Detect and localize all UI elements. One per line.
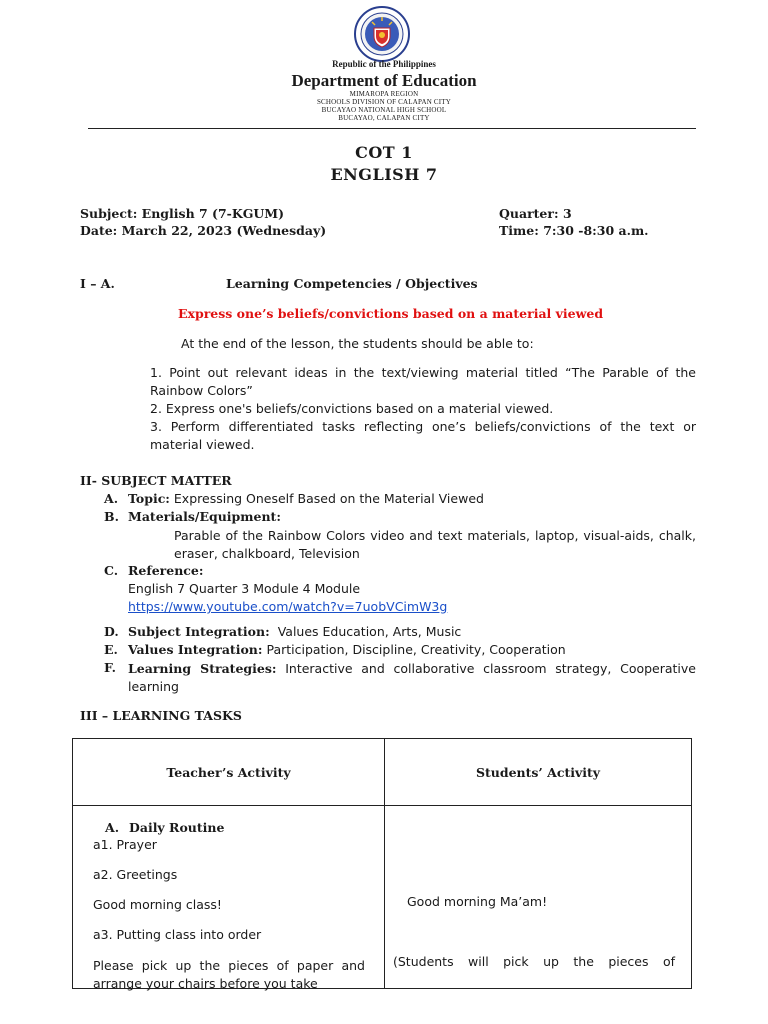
topic-label: Topic: bbox=[128, 491, 170, 506]
republic-line: Republic of the Philippines bbox=[332, 59, 436, 69]
topic-value: Expressing Oneself Based on the Material Viewed bbox=[173, 491, 484, 506]
title-line-2: ENGLISH 7 bbox=[330, 165, 438, 184]
teacher-activity-cell bbox=[73, 806, 385, 989]
objectives-intro: At the end of the lesson, the students should be able to: bbox=[181, 336, 534, 351]
reference-value: English 7 Quarter 3 Module 4 Module bbox=[128, 581, 361, 596]
teacher-activity-header: Teacher’s Activity bbox=[73, 739, 385, 806]
objective-3: 3. Perform differentiated tasks reflecting one’s beliefs/convictions of the text or material viewed. bbox=[150, 419, 696, 452]
pick-up-instruction: Please pick up the pieces of paper and arrange your chairs before you take bbox=[93, 958, 365, 991]
integration-row bbox=[128, 624, 461, 639]
date-info: Date: March 22, 2023 (Wednesday) bbox=[80, 223, 327, 238]
item-letter-d: D. bbox=[104, 624, 119, 639]
students-activity-cell bbox=[385, 806, 692, 989]
objective-2: 2. Express one's beliefs/convictions based on a material viewed. bbox=[150, 401, 554, 416]
title-line-1: COT 1 bbox=[355, 143, 413, 162]
section-2-heading: II- SUBJECT MATTER bbox=[80, 473, 232, 488]
integration-value: Values Education, Arts, Music bbox=[277, 624, 462, 639]
objectives-list bbox=[150, 364, 696, 454]
routine-title: Daily Routine bbox=[129, 820, 225, 835]
routine-letter: A. bbox=[105, 820, 120, 835]
division-line: SCHOOLS DIVISION OF CALAPAN CITY bbox=[316, 98, 452, 106]
time-info: Time: 7:30 -8:30 a.m. bbox=[499, 223, 649, 238]
student-reply: Good morning Ma’am! bbox=[407, 894, 548, 909]
values-row bbox=[128, 642, 566, 657]
good-morning-line: Good morning class! bbox=[93, 897, 222, 912]
learning-tasks-table bbox=[72, 738, 692, 989]
materials-label: Materials/Equipment: bbox=[128, 509, 281, 524]
students-activity-header: Students’ Activity bbox=[385, 739, 692, 806]
reference-label: Reference: bbox=[128, 563, 204, 578]
values-value: Participation, Discipline, Creativity, Cooperation bbox=[266, 642, 566, 657]
quarter-info: Quarter: 3 bbox=[499, 206, 572, 221]
order-step: a3. Putting class into order bbox=[93, 927, 262, 942]
header-divider bbox=[88, 128, 696, 129]
school-line: BUCAYAO NATIONAL HIGH SCHOOL bbox=[321, 106, 447, 114]
strategies-value: Interactive and collaborative classroom strategy, Cooperative learning bbox=[128, 661, 696, 694]
reference-link[interactable]: https://www.youtube.com/watch?v=7uobVCimW3g bbox=[128, 599, 448, 614]
item-letter-c: C. bbox=[104, 563, 119, 578]
objective-1: 1. Point out relevant ideas in the text/viewing material titled “The Parable of the Rainbow Colors” bbox=[150, 365, 696, 398]
materials-value: Parable of the Rainbow Colors video and text materials, laptop, visual-aids, chalk, eraser, chalkboard, Television bbox=[174, 528, 696, 561]
item-letter-f: F. bbox=[104, 660, 116, 675]
values-label: Values Integration: bbox=[128, 642, 263, 657]
region-line: MIMAROPA REGION bbox=[349, 90, 419, 98]
topic-row bbox=[128, 491, 484, 506]
deped-seal-icon bbox=[354, 6, 410, 62]
section-3-heading: III – LEARNING TASKS bbox=[80, 708, 242, 723]
item-letter-e: E. bbox=[104, 642, 118, 657]
competency-statement: Express one’s beliefs/convictions based on a material viewed bbox=[178, 306, 604, 321]
strategies-row bbox=[128, 660, 696, 696]
student-action: (Students will pick up the pieces of bbox=[393, 954, 675, 969]
subject-info: Subject: English 7 (7-KGUM) bbox=[80, 206, 285, 221]
item-letter-b: B. bbox=[104, 509, 119, 524]
greetings-step: a2. Greetings bbox=[93, 867, 178, 882]
section-1-label: I – A. bbox=[80, 276, 115, 291]
address-line: BUCAYAO, CALAPAN CITY bbox=[338, 114, 430, 122]
section-1-heading: Learning Competencies / Objectives bbox=[226, 276, 478, 291]
strategies-label: Learning Strategies: bbox=[128, 661, 277, 676]
item-letter-a: A. bbox=[104, 491, 119, 506]
integration-label: Subject Integration: bbox=[128, 624, 270, 639]
department-title: Department of Education bbox=[291, 71, 477, 90]
prayer-step: a1. Prayer bbox=[93, 837, 157, 852]
